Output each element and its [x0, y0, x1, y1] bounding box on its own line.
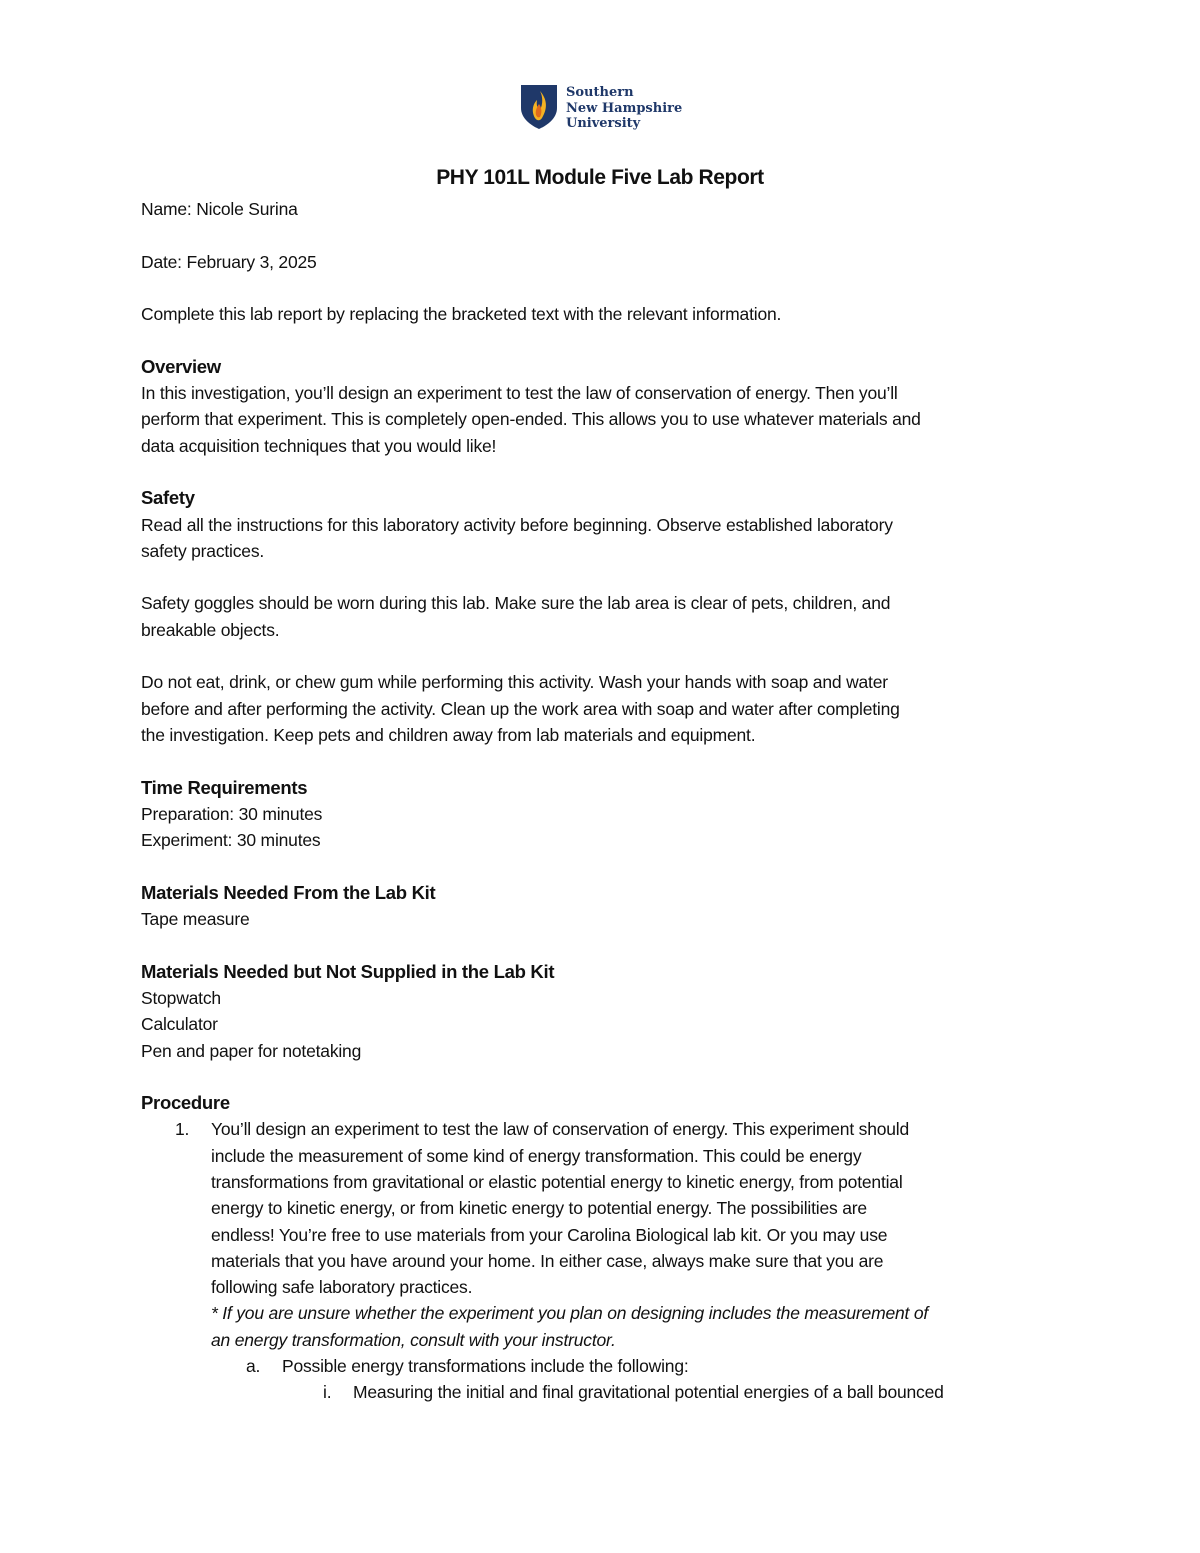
procedure-substep-a [246, 1353, 1061, 1379]
university-logo [520, 84, 682, 132]
time-item: Preparation: 30 minutes [141, 803, 323, 824]
overview-line: data acquisition techniques that you would like! [141, 435, 497, 456]
document-title: PHY 101L Module Five Lab Report [436, 166, 764, 189]
procedure-step-1 [175, 1116, 1061, 1353]
safety-line: breakable objects. [141, 619, 280, 640]
substep-text: Measuring the initial and final gravitational potential energies of a ball bounced [353, 1382, 944, 1403]
safety-line: before and after performing the activity. Clean up the work area with soap and water after completing [141, 698, 900, 719]
substep-number: i. [323, 1382, 332, 1403]
safety-line: Do not eat, drink, or chew gum while performing this activity. Wash your hands with soap and water [141, 672, 888, 693]
substep-number: a. [246, 1356, 261, 1377]
instructions: Complete this lab report by replacing the bracketed text with the relevant information. [141, 304, 782, 325]
logo-wordmark [566, 85, 682, 132]
step-note: an energy transformation, consult with your instructor. [211, 1329, 616, 1350]
step-line: transformations from gravitational or elastic potential energy to kinetic energy, from potential [211, 1171, 903, 1192]
safety-heading: Safety [141, 487, 195, 509]
step-number: 1. [175, 1119, 190, 1140]
step-line: energy to kinetic energy, or from kinetic energy to potential energy. The possibilities are [211, 1198, 867, 1219]
time-heading: Time Requirements [141, 776, 308, 798]
step-line: following safe laboratory practices. [211, 1277, 473, 1298]
step-line: You’ll design an experiment to test the law of conservation of energy. This experiment should [211, 1119, 910, 1140]
substep-text: Possible energy transformations include the following: [282, 1356, 689, 1377]
overview-heading: Overview [141, 355, 221, 377]
logo-line: New Hampshire [566, 100, 683, 116]
step-line: materials that you have around your home. In either case, always make sure that you are [211, 1250, 884, 1271]
other-material-item: Pen and paper for notetaking [141, 1040, 362, 1061]
name-line: Name: Nicole Surina [141, 199, 298, 219]
other-materials-heading: Materials Needed but Not Supplied in the Lab Kit [141, 960, 555, 982]
safety-line: Safety goggles should be worn during this lab. Make sure the lab area is clear of pets, children, and [141, 593, 891, 614]
time-item: Experiment: 30 minutes [141, 830, 321, 851]
safety-line: the investigation. Keep pets and children away from lab materials and equipment. [141, 724, 756, 745]
date-line: Date: February 3, 2025 [141, 251, 317, 272]
overview-line: perform that experiment. This is completely open-ended. This allows you to use whatever materials and [141, 409, 921, 430]
overview-line: In this investigation, you’ll design an experiment to test the law of conservation of energy. Then you’ll [141, 383, 898, 404]
kit-materials-heading: Materials Needed From the Lab Kit [141, 881, 436, 903]
kit-material-item: Tape measure [141, 909, 250, 930]
procedure-substep-i [323, 1379, 1061, 1405]
step-line: endless! You’re free to use materials from your Carolina Biological lab kit. Or you may use [211, 1224, 888, 1245]
step-note: * If you are unsure whether the experiment you plan on designing includes the measurement of [211, 1303, 929, 1324]
safety-line: safety practices. [141, 540, 265, 561]
other-material-item: Calculator [141, 1014, 218, 1035]
shield-flame-icon [520, 84, 558, 130]
other-material-item: Stopwatch [141, 987, 221, 1008]
logo-line: Southern [566, 85, 634, 100]
safety-line: Read all the instructions for this laboratory activity before beginning. Observe established laboratory [141, 514, 893, 535]
step-line: include the measurement of some kind of energy transformation. This could be energy [211, 1145, 862, 1166]
document-body [141, 196, 1061, 1406]
logo-line: University [566, 116, 641, 131]
procedure-heading: Procedure [141, 1092, 230, 1114]
